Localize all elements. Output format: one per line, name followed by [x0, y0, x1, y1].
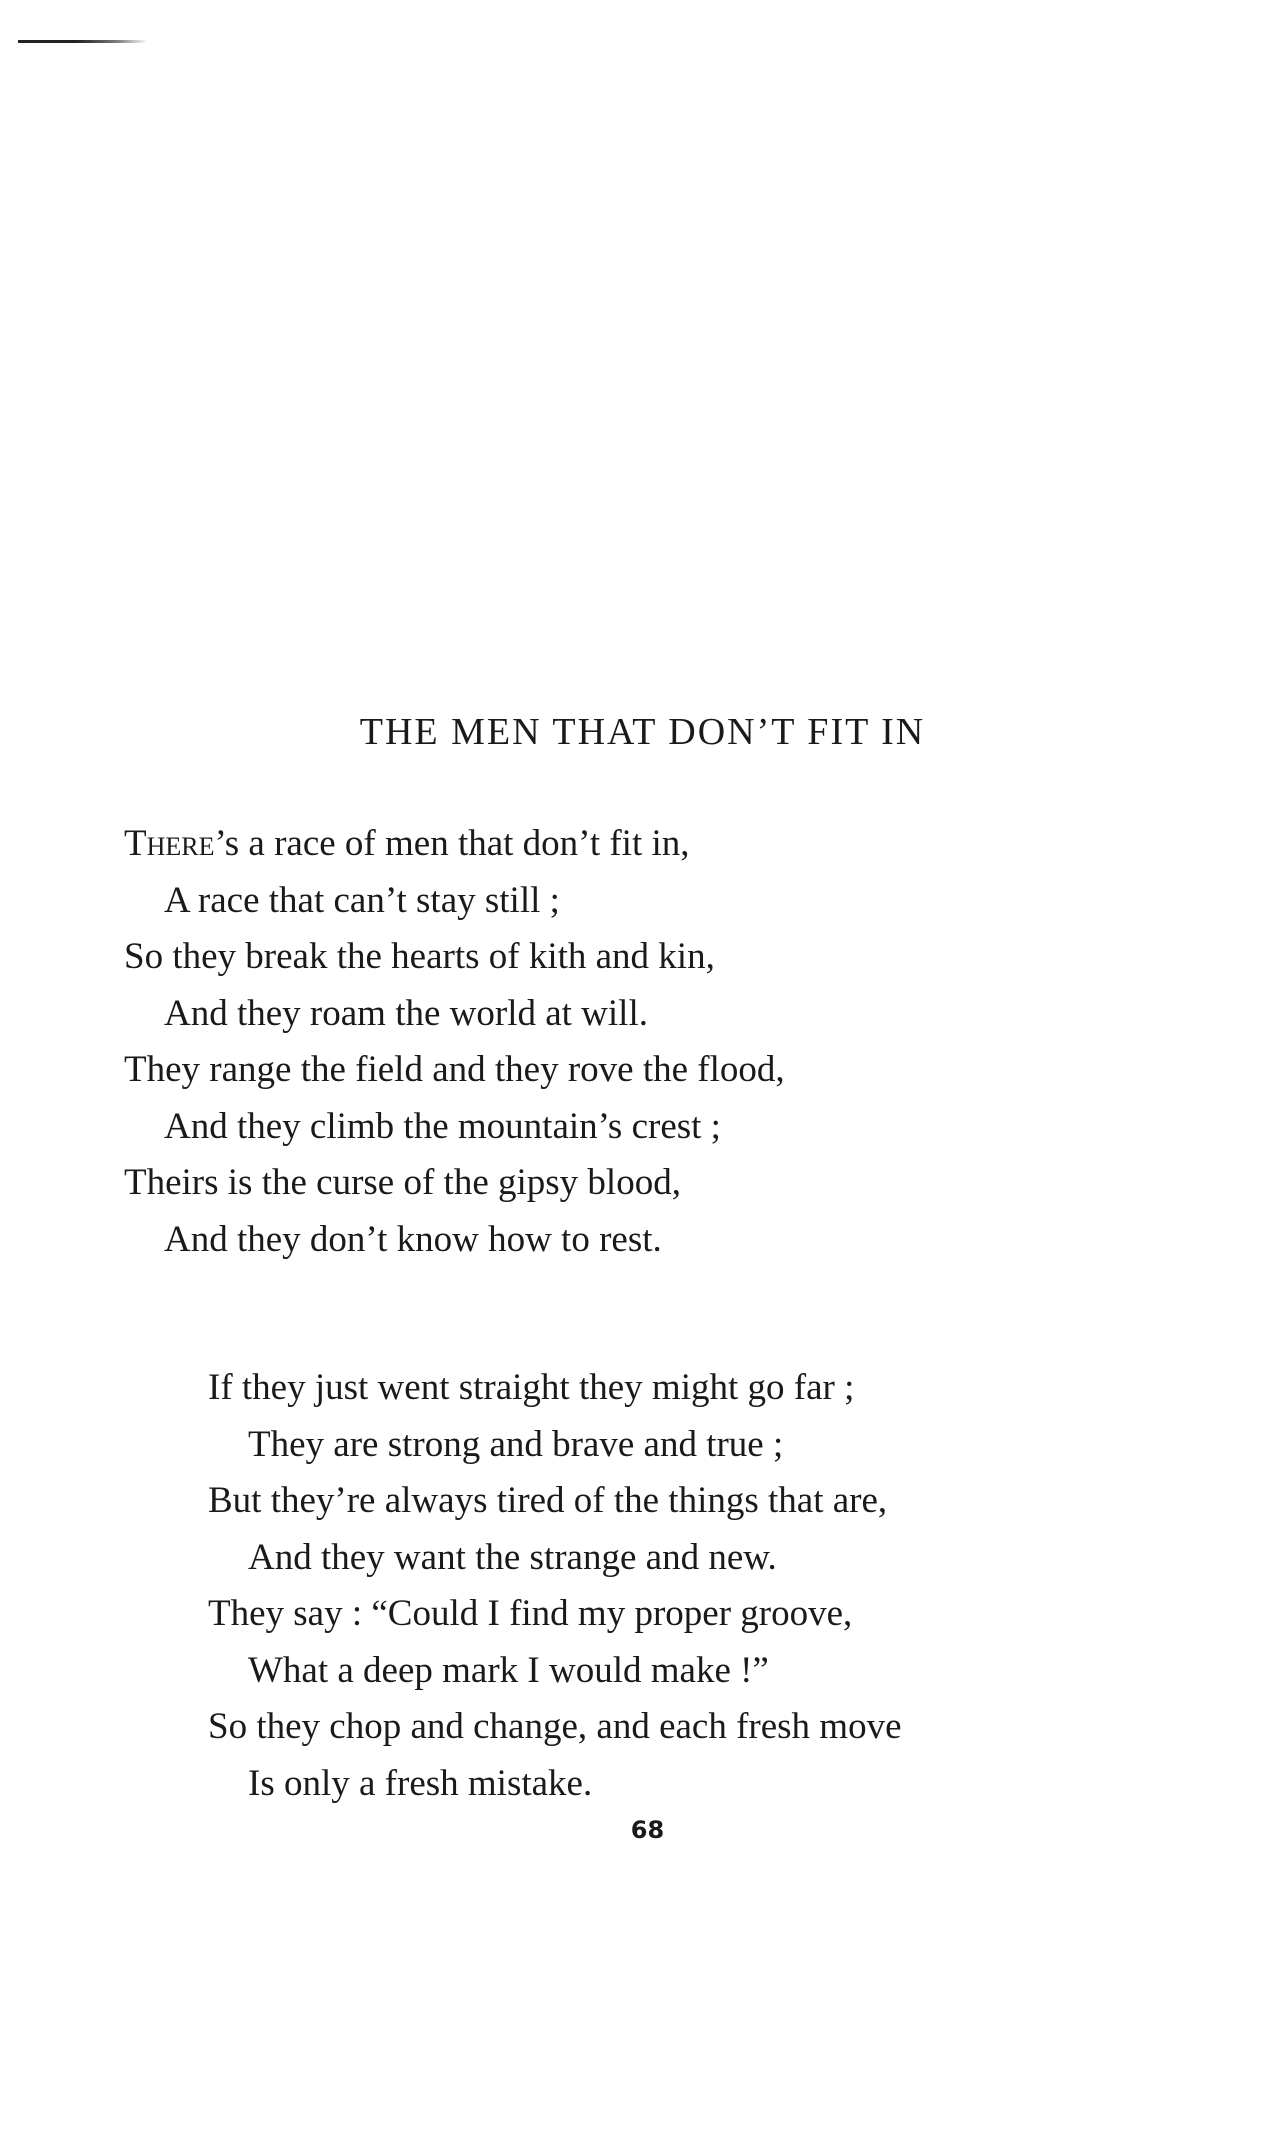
poem-line: And they don’t know how to rest. [164, 1218, 662, 1260]
poem-line: Is only a fresh mistake. [248, 1762, 593, 1804]
poem-line-text: ’s a race of men that don’t fit in, [214, 823, 690, 864]
poem-line: And they roam the world at will. [164, 992, 648, 1034]
poem-line: But they’re always tired of the things that are, [208, 1480, 888, 1521]
poem-line: Theirs is the curse of the gipsy blood, [124, 1162, 681, 1203]
page-number: 68 [630, 1816, 665, 1844]
poem-line: And they want the strange and new. [248, 1536, 777, 1578]
poem-line [124, 816, 785, 873]
poem-line: And they climb the mountain’s crest ; [164, 1105, 721, 1147]
stanza-2 [208, 1360, 902, 1812]
poem-line: So they break the hearts of kith and kin, [124, 936, 715, 977]
poem-line: A race that can’t stay still ; [164, 879, 560, 921]
poem-line: What a deep mark I would make !” [248, 1649, 769, 1691]
poem-title: THE MEN THAT DON’T FIT IN [359, 711, 926, 753]
corner-rule-mark [18, 40, 148, 43]
poem-line: They are strong and brave and true ; [248, 1423, 784, 1465]
poem-line: So they chop and change, and each fresh move [208, 1706, 902, 1747]
poem-line: If they just went straight they might go far ; [208, 1367, 855, 1408]
small-caps-opening-word: There [124, 823, 215, 864]
stanza-1 [124, 816, 785, 1268]
poem-line: They range the field and they rove the flood, [124, 1049, 785, 1090]
poem-line: They say : “Could I find my proper groove, [208, 1593, 853, 1634]
